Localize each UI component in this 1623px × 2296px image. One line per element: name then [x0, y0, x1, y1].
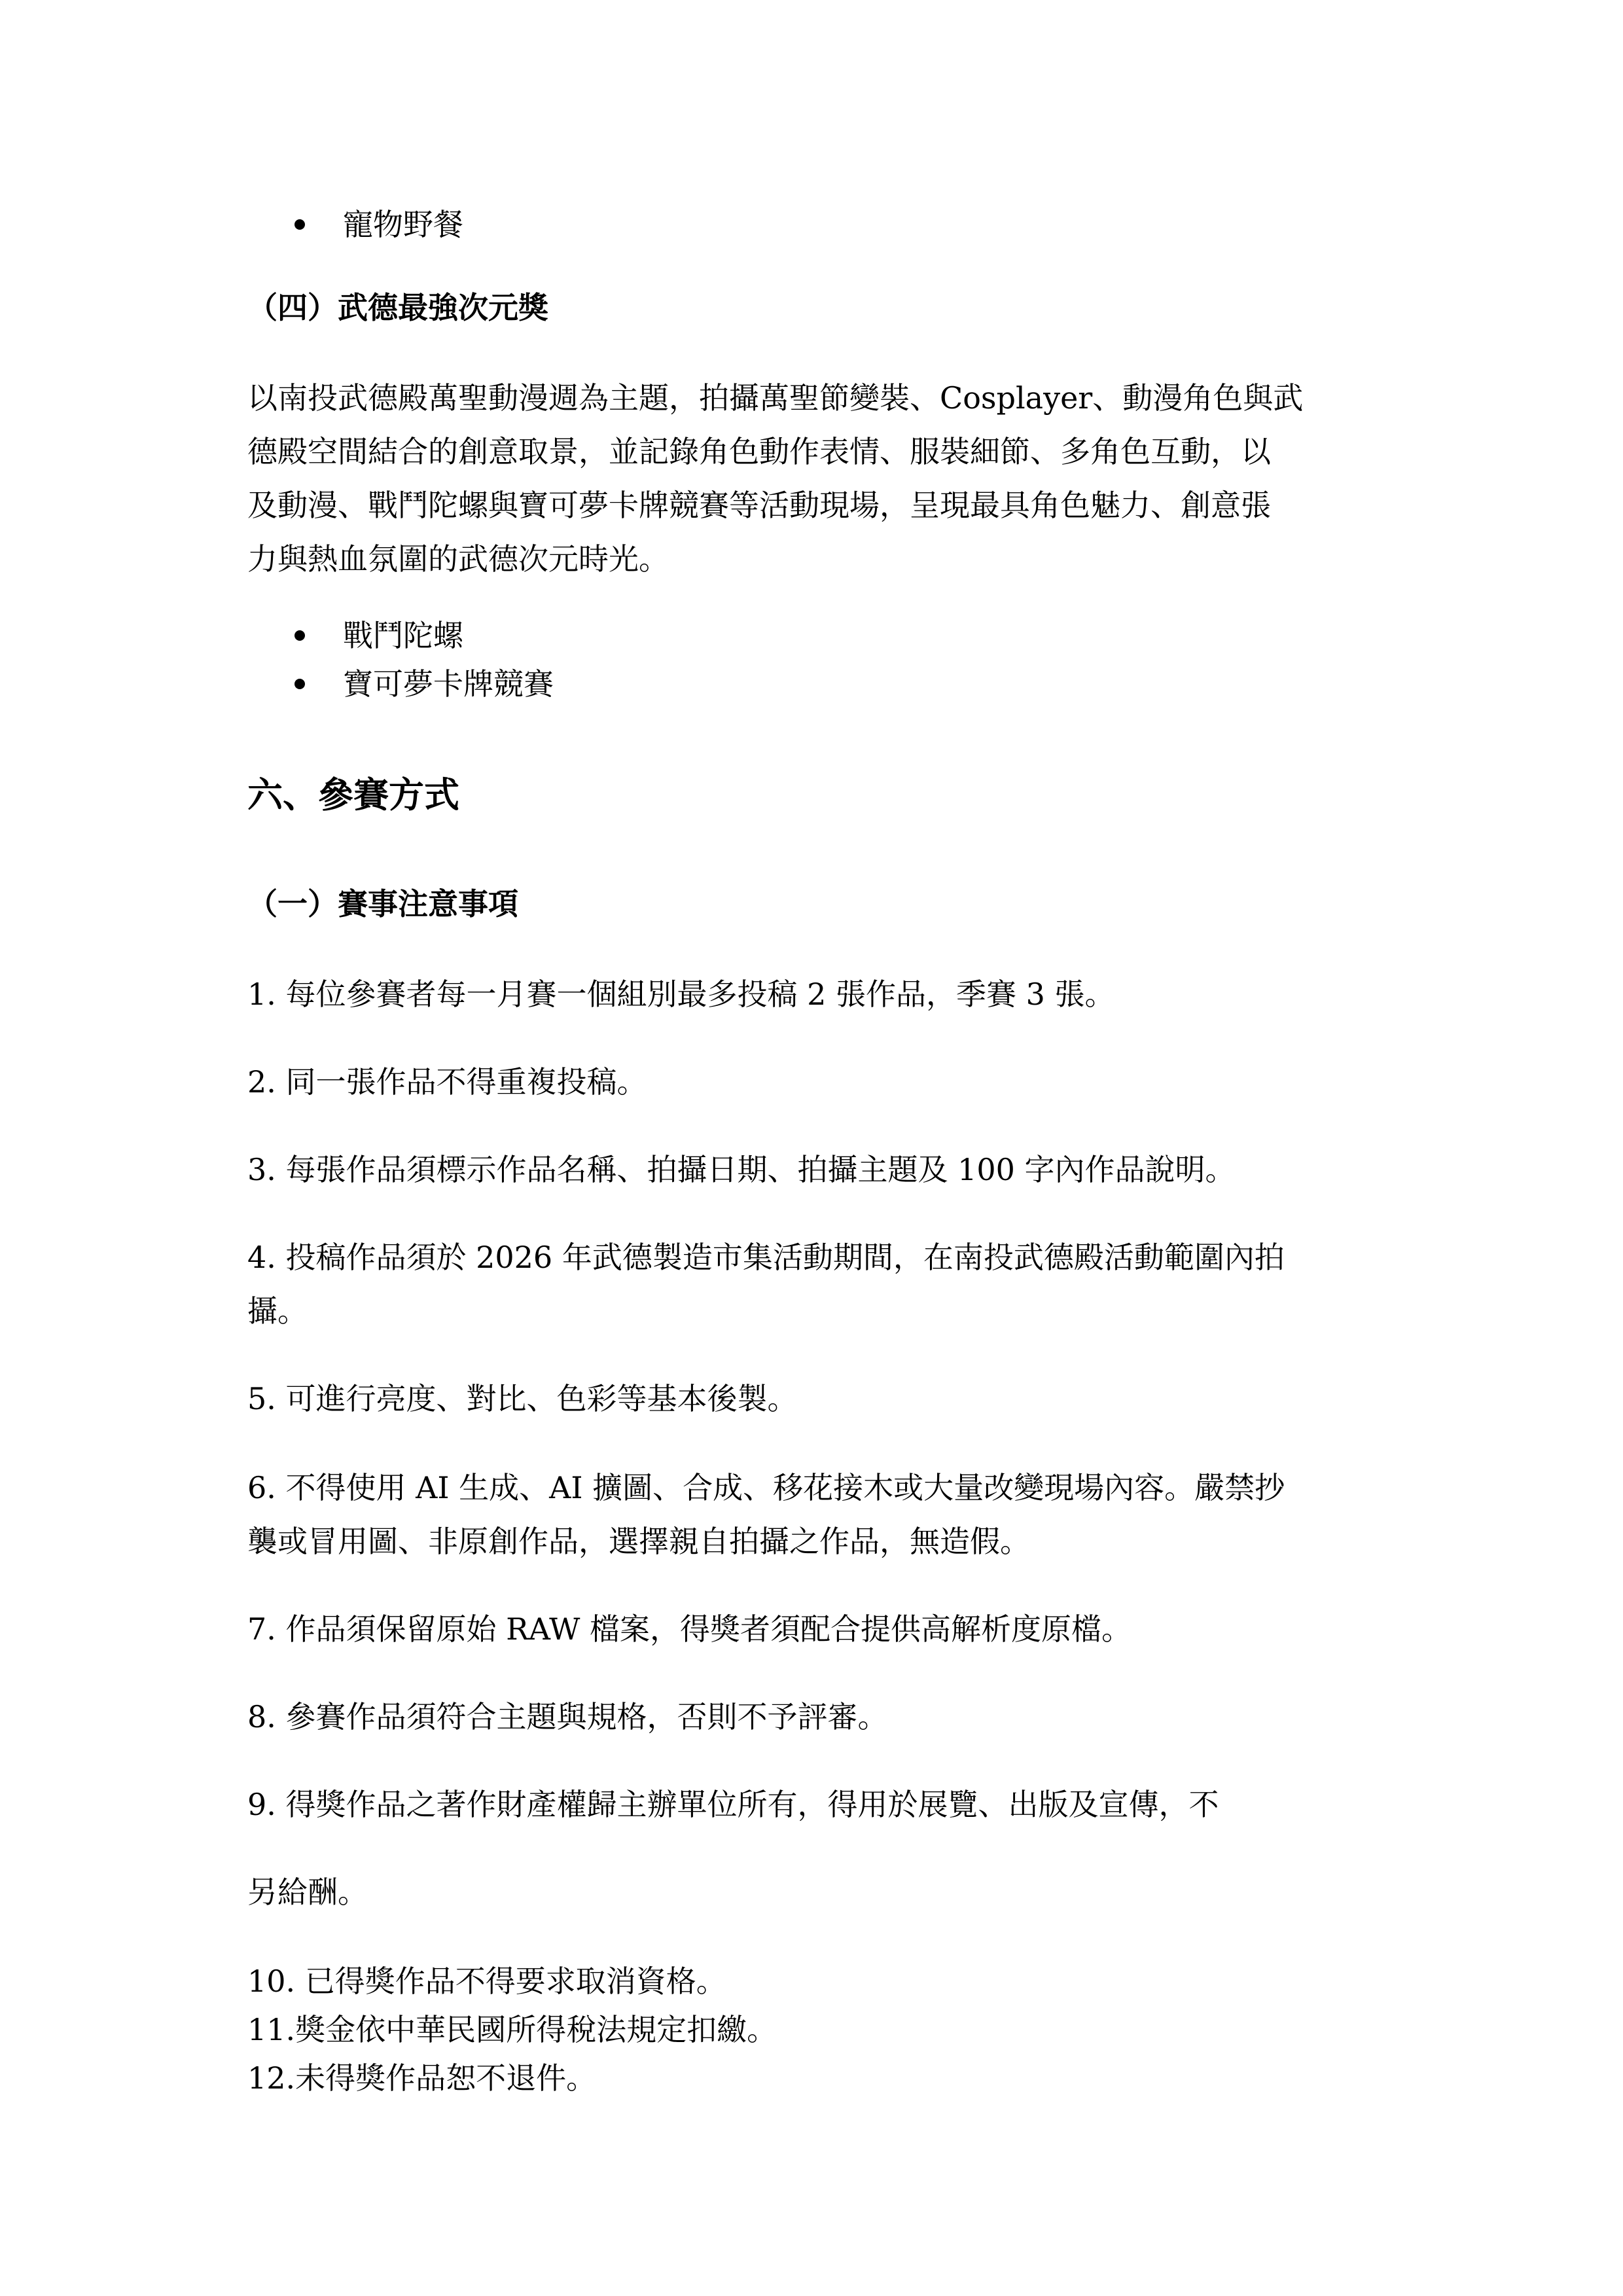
rule-item-9-continued: 另給酬。	[247, 1874, 368, 1910]
section-heading-4: （四）武德最強次元獎	[247, 290, 548, 325]
bullet-text: 戰鬥陀螺	[343, 618, 463, 653]
bullet-item	[294, 660, 554, 708]
rule-item-5: 5. 可進行亮度、對比、色彩等基本後製。	[247, 1381, 798, 1416]
rule-item-11: 11.獎金依中華民國所得稅法規定扣繳。	[247, 2012, 777, 2047]
rule-item-9: 9. 得獎作品之著作財產權歸主辦單位所有，得用於展覽、出版及宣傳，不	[247, 1787, 1219, 1822]
paragraph-line: 及動漫、戰鬥陀螺與寶可夢卡牌競賽等活動現場，呈現最具角色魅力、創意張	[247, 488, 1271, 523]
rule-item-6: 6. 不得使用 AI 生成、AI 擴圖、合成、移花接木或大量改變現場內容。嚴禁抄	[247, 1470, 1285, 1505]
rule-item-1: 1. 每位參賽者每一月賽一個組別最多投稿 2 張作品，季賽 3 張。	[247, 977, 1115, 1012]
paragraph-line: 力與熱血氛圍的武德次元時光。	[247, 541, 669, 577]
rule-item-7: 7. 作品須保留原始 RAW 檔案，得獎者須配合提供高解析度原檔。	[247, 1611, 1132, 1647]
paragraph-line: 以南投武德殿萬聖動漫週為主題，拍攝萬聖節變裝、Cosplayer、動漫角色與武	[247, 380, 1304, 416]
rule-item-10: 10. 已得獎作品不得要求取消資格。	[247, 1964, 726, 1999]
rule-item-4-continued: 攝。	[247, 1293, 308, 1329]
rule-item-2: 2. 同一張作品不得重複投稿。	[247, 1064, 647, 1100]
section-heading-6: 六、參賽方式	[247, 774, 459, 816]
bullet-item	[294, 200, 463, 249]
bullet-dot-icon	[294, 630, 305, 641]
bullet-text: 寵物野餐	[343, 207, 463, 242]
rule-item-8: 8. 參賽作品須符合主題與規格，否則不予評審。	[247, 1699, 888, 1734]
rule-item-3: 3. 每張作品須標示作品名稱、拍攝日期、拍攝主題及 100 字內作品說明。	[247, 1152, 1236, 1187]
section-4-paragraph	[247, 371, 1373, 586]
paragraph-line: 德殿空間結合的創意取景，並記錄角色動作表情、服裝細節、多角色互動，以	[247, 434, 1271, 469]
sub-heading-1: （一）賽事注意事項	[247, 886, 518, 922]
bullet-text: 寶可夢卡牌競賽	[343, 666, 554, 702]
bullet-item	[294, 611, 463, 660]
bullet-dot-icon	[294, 219, 305, 230]
rule-item-4: 4. 投稿作品須於 2026 年武德製造市集活動期間，在南投武德殿活動範圍內拍	[247, 1240, 1285, 1275]
rule-item-12: 12.未得獎作品恕不退件。	[247, 2060, 597, 2096]
bullet-dot-icon	[294, 679, 305, 689]
rule-item-6-continued: 襲或冒用圖、非原創作品，選擇親自拍攝之作品，無造假。	[247, 1524, 1030, 1559]
